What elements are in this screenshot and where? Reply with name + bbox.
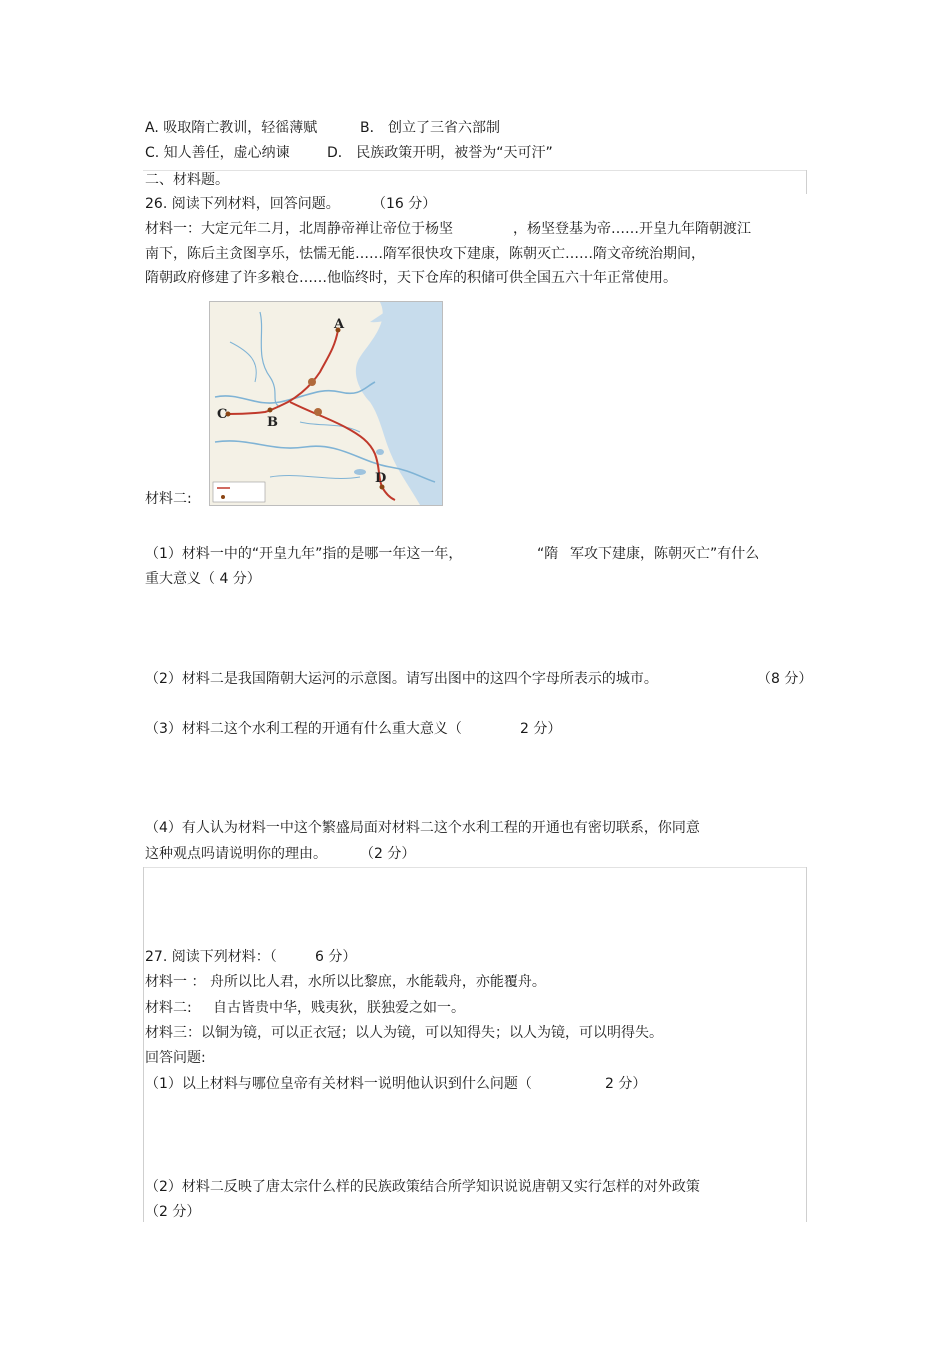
q26-sub4-line2a: 这种观点吗请说明你的理由。 [145,846,327,862]
q26-header: 26. 阅读下列材料，回答问题。 [145,196,340,212]
q27-header-a: 27. 阅读下列材料：（ [145,949,277,965]
q26-sub4-line1: （4）有人认为材料一中这个繁盛局面对材料二这个水利工程的开通也有密切联系，你同意 [145,820,700,836]
map-label-d: D [375,471,387,486]
q26-sub1-line1b: “隋 [537,546,559,562]
q27-header-b: 6 分） [315,949,357,965]
grand-canal-map [209,301,443,506]
q26-sub1-line1c: 军攻下建康，陈朝灭亡”有什么 [570,546,760,562]
q26-material1-line1a: 材料一：大定元年二月，北周静帝禅让帝位于杨坚 [145,221,453,237]
q26-material1-line2: 南下，陈后主贪图享乐，怯懦无能……隋军很快攻下建康，陈朝灭亡……隋文帝统治期间， [145,246,705,262]
q26-sub3b: 2 分） [520,721,562,737]
q26-material2-label: 材料二: [145,491,192,507]
section-title: 二、材料题。 [145,172,229,188]
map-label-b: B [267,415,278,430]
q26-sub2-points: （8 分） [757,671,813,687]
option-c: C. 知人善任，虚心纳谏 [145,145,290,161]
q26-sub4-line2b: （2 分） [360,846,416,862]
q27-material2-text: 自古皆贵中华，贱夷狄，朕独爱之如一。 [213,1000,465,1016]
q27-material2-label: 材料二: [145,1000,192,1016]
divider-line [143,170,807,171]
map-label-a: A [334,317,345,332]
q27-sub2-line2: （2 分） [145,1204,201,1220]
option-a: A. 吸取隋亡教训，轻徭薄赋 [145,120,318,136]
q26-sub3a: （3）材料二这个水利工程的开通有什么重大意义（ [145,721,462,737]
q27-material3: 材料三：以铜为镜，可以正衣冠；以人为镜，可以知得失；以人为镜，可以明得失。 [145,1025,663,1041]
border-line [806,170,807,194]
q27-sub1a: （1）以上材料与哪位皇帝有关材料一说明他认识到什么问题（ [145,1076,532,1092]
q27-answer-label: 回答问题: [145,1050,206,1066]
map-label-c: C [217,407,228,422]
q26-sub2: （2）材料二是我国隋朝大运河的示意图。请写出图中的这四个字母所表示的城市。 [145,671,658,687]
q26-sub1-line1a: （1）材料一中的“开皇九年”指的是哪一年这一年， [145,546,463,562]
q26-points: （16 分） [372,196,437,212]
border-line [143,867,144,1222]
q27-sub2-line1: （2）材料二反映了唐太宗什么样的民族政策结合所学知识说说唐朝又实行怎样的对外政策 [145,1179,700,1195]
q26-sub1-line2: 重大意义（ 4 分） [145,571,261,587]
q27-material1: 材料一 ： 舟所以比人君，水所以比黎庶，水能载舟，亦能覆舟。 [145,974,546,990]
map-graphic [210,302,442,505]
divider-line [143,867,807,868]
q27-sub1b: 2 分） [605,1076,647,1092]
q26-material1-line1b: ，杨坚登基为帝……开皇九年隋朝渡江 [513,221,751,237]
q26-material1-line3: 隋朝政府修建了许多粮仓……他临终时，天下仓库的积储可供全国五六十年正常使用。 [145,270,677,286]
option-b: B． 创立了三省六部制 [360,120,501,136]
border-line [806,867,807,1222]
option-d: D． 民族政策开明，被誉为“天可汗” [327,145,553,161]
